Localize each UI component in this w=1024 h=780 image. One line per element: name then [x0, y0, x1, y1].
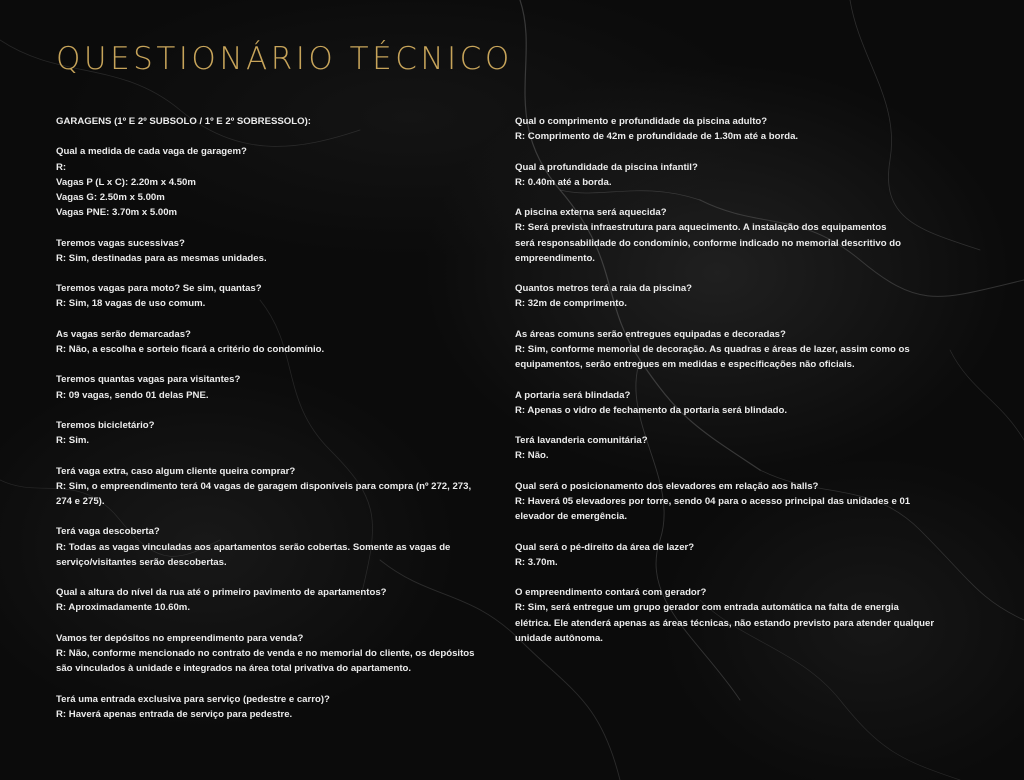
qa-block [56, 236, 504, 266]
answer-text: R: Será prevista infraestrutura para aquecimento. A instalação dos equipamentos [515, 222, 887, 234]
qa-block [515, 327, 970, 373]
answer-text: Vagas G: 2.50m x 5.00m [56, 192, 165, 203]
answer-text: 274 e 275). [56, 495, 105, 507]
right-column [515, 114, 970, 646]
question-text: Qual será o posicionamento dos elevadores em relação aos halls? [515, 480, 819, 492]
block-spacer [56, 676, 504, 691]
qa-block [515, 160, 970, 190]
qa-block [56, 631, 504, 677]
answer-text: Vagas PNE: 3.70m x 5.00m [56, 207, 178, 219]
block-spacer [56, 312, 504, 327]
answer-text: R: 32m de comprimento. [515, 298, 627, 310]
answer-text: elétrica. Ele atenderá apenas as áreas técnicas, não estando previsto para atender qualquer [515, 617, 935, 629]
question-text: As áreas comuns serão entregues equipadas e decoradas? [515, 328, 786, 340]
block-spacer [56, 403, 504, 418]
block-spacer [56, 129, 504, 144]
question-text: Teremos vagas sucessivas? [56, 237, 185, 249]
question-text: Teremos vagas para moto? Se sim, quantas? [56, 283, 262, 295]
qa-block [515, 479, 970, 525]
question-text: As vagas serão demarcadas? [56, 328, 191, 340]
block-spacer [515, 372, 970, 387]
qa-block [515, 540, 970, 570]
qa-block [56, 114, 504, 129]
block-spacer [56, 220, 504, 235]
block-spacer [515, 266, 970, 281]
block-spacer [515, 144, 970, 159]
block-spacer [515, 312, 970, 327]
answer-text: equipamentos, serão entregues em medidas e especificações não oficiais. [515, 359, 855, 371]
answer-text: R: Apenas o vidro de fechamento da portaria será blindado. [515, 404, 788, 416]
qa-block [515, 585, 970, 646]
answer-text: serviço/visitantes serão descobertas. [56, 556, 227, 568]
block-spacer [515, 524, 970, 539]
qa-block [56, 418, 504, 448]
page-title: QUESTIONÁRIO TÉCNICO [56, 41, 513, 77]
answer-text: unidade autônoma. [515, 632, 603, 644]
answer-text: empreendimento. [515, 252, 595, 264]
answer-text: R: Não, conforme mencionado no contrato de venda e no memorial do cliente, os depósitos [56, 647, 475, 659]
qa-block [515, 388, 970, 418]
question-text: O empreendimento contará com gerador? [515, 587, 707, 599]
block-spacer [515, 190, 970, 205]
answer-text: elevador de emergência. [515, 511, 627, 523]
qa-block [515, 433, 970, 463]
block-spacer [56, 357, 504, 372]
question-text: Qual a profundidade da piscina infantil? [515, 161, 698, 173]
qa-block [56, 281, 504, 311]
block-spacer [515, 464, 970, 479]
answer-text: R: Todas as vagas vinculadas aos apartamentos serão cobertas. Somente as vagas de [56, 541, 451, 553]
qa-block [56, 464, 504, 510]
question-text: Terá vaga descoberta? [56, 526, 160, 538]
question-text: Qual a altura do nível da rua até o primeiro pavimento de apartamentos? [56, 587, 387, 599]
block-spacer [515, 418, 970, 433]
qa-block [515, 114, 970, 144]
question-text: Vamos ter depósitos no empreendimento para venda? [56, 632, 304, 644]
qa-block [56, 144, 504, 220]
block-spacer [56, 616, 504, 631]
answer-text: R: 0.40m até a borda. [515, 176, 612, 188]
answer-text: R: [56, 161, 67, 173]
answer-text: R: Sim, será entregue um grupo gerador com entrada automática na falta de energia [515, 602, 899, 614]
left-column [56, 114, 504, 722]
block-spacer [56, 448, 504, 463]
answer-text: R: Sim. [56, 435, 90, 447]
block-spacer [515, 570, 970, 585]
answer-text: será responsabilidade do condomínio, conforme indicado no memorial descritivo do [515, 237, 901, 249]
question-text: Qual o comprimento e profundidade da piscina adulto? [515, 116, 768, 127]
block-spacer [56, 509, 504, 524]
question-text: Quantos metros terá a raia da piscina? [515, 283, 693, 295]
answer-text: R: Aproximadamente 10.60m. [56, 602, 191, 614]
question-text: A piscina externa será aquecida? [515, 207, 667, 219]
question-text: GARAGENS (1º E 2º SUBSOLO / 1º E 2º SOBRESSOLO): [56, 116, 311, 127]
question-text: Terá uma entrada exclusiva para serviço (pedestre e carro)? [56, 693, 330, 705]
question-text: Terá vaga extra, caso algum cliente queira comprar? [56, 465, 296, 477]
answer-text: R: Não. [515, 450, 549, 462]
answer-text: R: Comprimento de 42m e profundidade de 1.30m até a borda. [515, 131, 799, 143]
answer-text: Vagas P (L x C): 2.20m x 4.50m [56, 176, 196, 188]
answer-text: R: Sim, 18 vagas de uso comum. [56, 298, 206, 310]
block-spacer [56, 266, 504, 281]
block-spacer [56, 570, 504, 585]
answer-text: R: Haverá 05 elevadores por torre, sendo 04 para o acesso principal das unidades e 01 [515, 495, 911, 507]
question-text: A portaria será blindada? [515, 389, 631, 401]
question-text: Qual será o pé-direito da área de lazer? [515, 541, 695, 553]
question-text: Terá lavanderia comunitária? [515, 435, 648, 447]
answer-text: são vinculados à unidade e integrados na área total privativa do apartamento. [56, 663, 412, 675]
answer-text: R: Não, a escolha e sorteio ficará a critério do condomínio. [56, 343, 325, 355]
answer-text: R: 3.70m. [515, 556, 558, 568]
qa-block [56, 692, 504, 722]
answer-text: R: Sim, destinadas para as mesmas unidades. [56, 252, 267, 264]
answer-text: R: Sim, conforme memorial de decoração. As quadras e áreas de lazer, assim como os [515, 343, 910, 355]
answer-text: R: Haverá apenas entrada de serviço para pedestre. [56, 708, 293, 720]
answer-text: R: Sim, o empreendimento terá 04 vagas de garagem disponíveis para compra (nº 272, 273, [56, 480, 472, 492]
qa-block [56, 372, 504, 402]
answer-text: R: 09 vagas, sendo 01 delas PNE. [56, 389, 209, 401]
qa-block [56, 524, 504, 570]
qa-block [515, 205, 970, 266]
question-text: Teremos bicicletário? [56, 419, 155, 431]
qa-block [56, 327, 504, 357]
question-text: Qual a medida de cada vaga de garagem? [56, 146, 247, 158]
qa-block [56, 585, 504, 615]
question-text: Teremos quantas vagas para visitantes? [56, 374, 241, 386]
qa-block [515, 281, 970, 311]
